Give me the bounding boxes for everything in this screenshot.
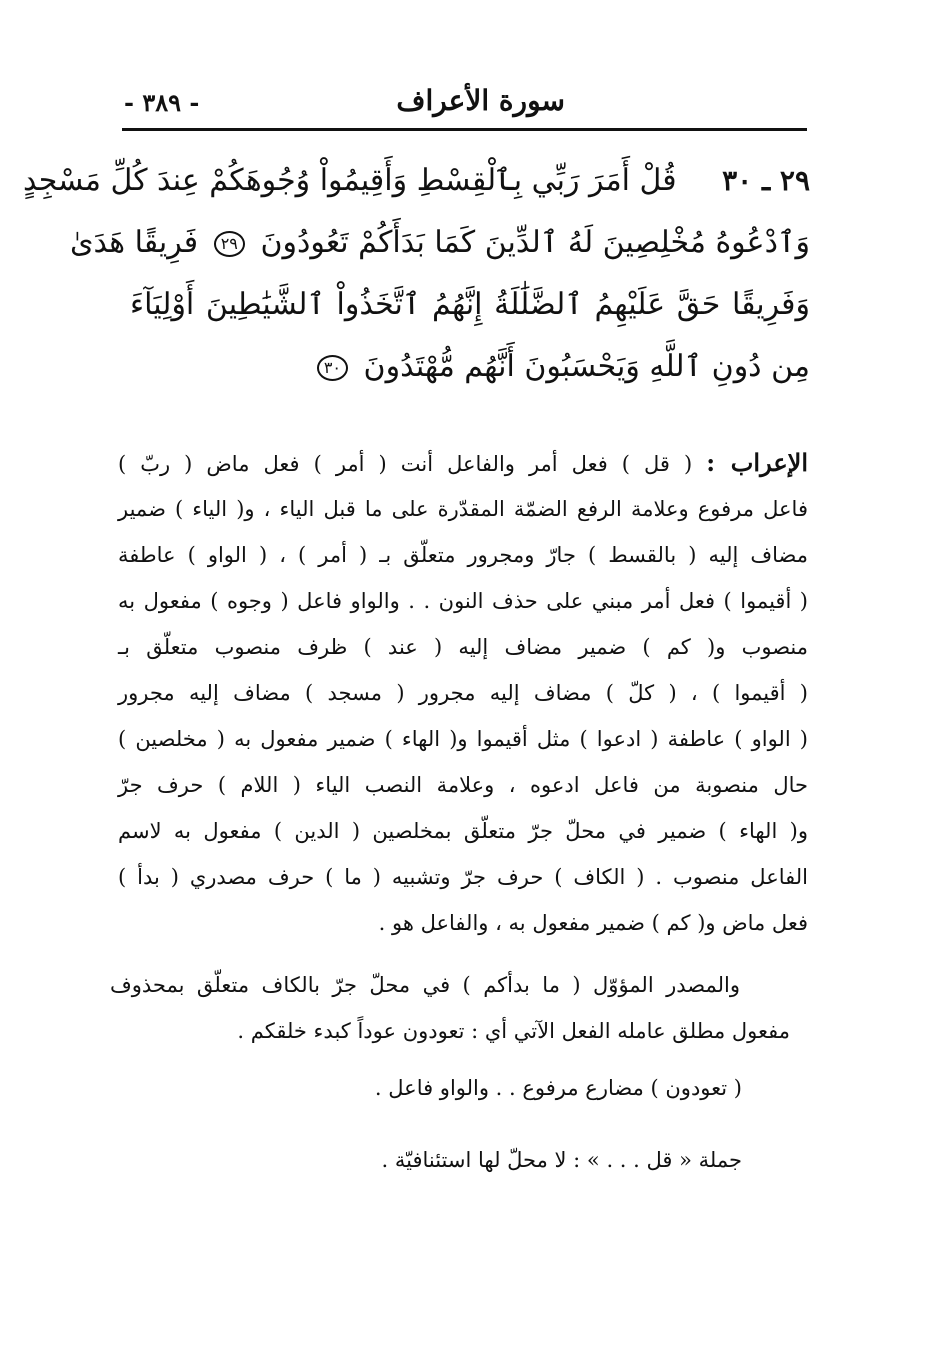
- irab-line: الفاعل منصوب . ( الكاف ) حرف جرّ وتشبيه ( ما ) حرف مصدري ( بدأ ): [118, 865, 808, 889]
- masdar-line: مفعول مطلق عامله الفعل الآتي أي : تعودون عوداً كبدء خلقكم .: [237, 1019, 790, 1043]
- verse-line-4: [130, 336, 810, 398]
- quran-verses: [23, 150, 810, 398]
- header-divider: [122, 128, 807, 131]
- taudun-note: ( تعودون ) مضارع مرفوع . . والواو فاعل .: [374, 1076, 742, 1100]
- verse-text: فَرِيقًا هَدَىٰ: [70, 225, 199, 260]
- verse-text: وَٱدْعُوهُ مُخْلِصِينَ لَهُ ٱلدِّينَ كَمَا بَدَأَكُمْ تَعُودُونَ: [260, 225, 810, 260]
- verse-number-label: ٢٩ ـ ٣٠: [722, 164, 810, 197]
- irab-line: فعل ماض و( كم ) ضمير مفعول به ، والفاعل هو .: [378, 911, 808, 935]
- page-number: - ٣٨٩ -: [124, 88, 200, 117]
- irab-text: ( قل ) فعل أمر والفاعل أنت ( أمر ) فعل ماض ( ربّ ): [118, 452, 693, 476]
- irab-line: ( أقيموا ) فعل أمر مبني على حذف النون . . والواو فاعل ( وجوه ) مفعول به: [118, 589, 808, 613]
- verse-text: مِن دُونِ ٱللَّهِ وَيَحْسَبُونَ أَنَّهُم مُّهْتَدُونَ: [363, 349, 810, 384]
- irab-label: الإعراب :: [706, 448, 808, 477]
- irab-line: و( الهاء ) ضمير في محلّ جرّ متعلّق بمخلصين ( الدين ) مفعول به لاسم: [118, 819, 808, 843]
- verse-line-1: [23, 150, 810, 212]
- verse-line-3: [130, 274, 810, 336]
- irab-line: [118, 440, 808, 486]
- irab-line: ( أقيموا ) ، ( كلّ ) مضاف إليه مجرور ( مسجد ) مضاف إليه مجرور: [118, 681, 808, 705]
- page-header: [120, 78, 810, 122]
- jumla-note: جملة « قل . . . » : لا محلّ لها استئنافيّة .: [381, 1148, 742, 1172]
- verse-line-2: [70, 212, 810, 274]
- irab-line: منصوب و( كم ) ضمير مضاف إليه ( عند ) ظرف منصوب متعلّق بـ: [118, 635, 808, 659]
- irab-line: حال منصوبة من فاعل ادعوه ، وعلامة النصب الياء ( اللام ) حرف جرّ: [118, 773, 808, 797]
- irab-line: مضاف إليه ( بالقسط ) جارّ ومجرور متعلّق بـ ( أمر ) ، ( الواو ) عاطفة: [118, 543, 808, 567]
- irab-line: ( الواو ) عاطفة ( ادعوا ) مثل أقيموا و( الهاء ) ضمير مفعول به ( مخلصين ): [118, 727, 808, 751]
- ayah-end-marker: ٢٩: [214, 231, 245, 257]
- surah-title: سورة الأعراف: [396, 84, 565, 117]
- irab-line: فاعل مرفوع وعلامة الرفع الضمّة المقدّرة على ما قبل الياء ، و( الياء ) ضمير: [118, 497, 808, 521]
- verse-text: قُلْ أَمَرَ رَبِّي بِٱلْقِسْطِ وَأَقِيمُواْ وُجُوهَكُمْ عِندَ كُلِّ مَسْجِدٍ: [23, 163, 677, 198]
- irab-section: [118, 440, 808, 946]
- masdar-line: والمصدر المؤوّل ( ما بدأكم ) في محلّ جرّ بالكاف متعلّق بمحذوف: [110, 973, 740, 997]
- masdar-paragraph: [110, 962, 810, 1054]
- ayah-end-marker: ٣٠: [317, 355, 348, 381]
- verse-text: وَفَرِيقًا حَقَّ عَلَيْهِمُ ٱلضَّلَٰلَةُ إِنَّهُمُ ٱتَّخَذُواْ ٱلشَّيَٰطِينَ أَوْلِيَآءَ: [130, 287, 810, 322]
